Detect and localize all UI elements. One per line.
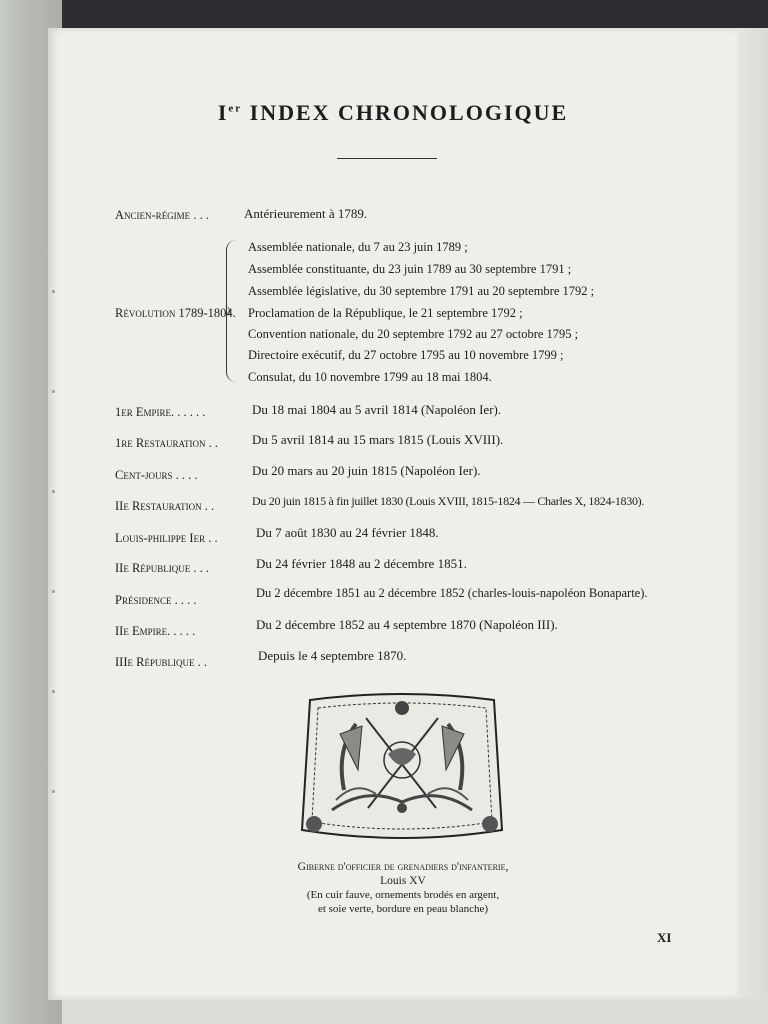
caption-line: Louis XV — [380, 875, 426, 887]
entry-value-second-empire: Du 2 décembre 1852 au 4 septembre 1870 (Napoléon III). — [256, 617, 558, 632]
revolution-line: Assemblée nationale, du 7 au 23 juin 1789 ; — [248, 240, 468, 254]
entry-value-cent-jours: Du 20 mars au 20 juin 1815 (Napoléon Ier). — [252, 463, 481, 478]
entry-label-revolution: Révolution 1789-1804. — [115, 306, 236, 320]
caption-line: et soie verte, bordure en peau blanche) — [317, 903, 489, 915]
entry-value-ancien-regime: Antérieurement à 1789. — [244, 206, 368, 221]
entry-label-second-empire: IIe Empire. . . . . — [115, 624, 196, 638]
title-rule — [337, 158, 437, 159]
entry-label-cent-jours: Cent-jours . . . . — [115, 468, 198, 482]
page-stack-right — [738, 28, 768, 1008]
title-text: INDEX CHRONOLOGIQUE — [249, 100, 569, 125]
entry-value-troisieme-republique: Depuis le 4 septembre 1870. — [258, 648, 407, 663]
entry-value-louis-philippe: Du 7 août 1830 au 24 février 1848. — [256, 525, 439, 540]
entry-label-louis-philippe: Louis-philippe Ier . . — [115, 531, 218, 545]
title-ordinal: I — [217, 100, 229, 125]
revolution-line: Proclamation de la République, le 21 septembre 1792 ; — [248, 306, 523, 320]
entry-label-ancien-regime: Ancien-régime . . . — [115, 208, 209, 222]
revolution-line: Convention nationale, du 20 septembre 1792 au 27 octobre 1795 ; — [248, 327, 579, 341]
binding-stitch — [52, 590, 55, 593]
caption-line: Giberne d'officier de grenadiers d'infanterie, — [297, 861, 509, 873]
entry-value-premiere-restauration: Du 5 avril 1814 au 15 mars 1815 (Louis XVIII). — [252, 432, 504, 447]
entry-label-seconde-restauration: IIe Restauration . . — [115, 499, 215, 513]
binding-stitch — [52, 790, 55, 793]
entry-value-premier-empire: Du 18 mai 1804 au 5 avril 1814 (Napoléon Ier). — [252, 402, 502, 417]
entry-value-seconde-republique: Du 24 février 1848 au 2 décembre 1851. — [256, 556, 467, 571]
entry-label-premiere-restauration: 1re Restauration . . — [115, 436, 218, 450]
book-page — [48, 28, 738, 1000]
binding-stitch — [52, 390, 55, 393]
illustration-note — [280, 888, 526, 916]
caption-line: (En cuir fauve, ornements brodés en argent, — [306, 889, 500, 901]
binding-stitch — [52, 290, 55, 293]
revolution-line: Assemblée législative, du 30 septembre 1791 au 20 septembre 1792 ; — [248, 284, 595, 298]
page-number: XI — [657, 930, 672, 945]
entry-label-troisieme-republique: IIIe République . . — [115, 655, 207, 669]
page-stack-bottom — [62, 998, 768, 1024]
entry-value-seconde-restauration: Du 20 juin 1815 à fin juillet 1830 (Louis XVIII, 1815-1824 — Charles X, 1824-1830). — [252, 494, 645, 508]
revolution-line: Directoire exécutif, du 27 octobre 1795 au 10 novembre 1799 ; — [248, 348, 564, 362]
binding-stitch — [52, 490, 55, 493]
title-ordinal-sup: er — [228, 102, 243, 115]
illustration-caption — [280, 860, 526, 888]
binding-stitch — [52, 690, 55, 693]
entry-label-premier-empire: 1er Empire. . . . . . — [115, 405, 206, 419]
entry-value-presidence: Du 2 décembre 1851 au 2 décembre 1852 (charles-louis-napoléon Bonaparte). — [256, 586, 648, 600]
revolution-line: Assemblée constituante, du 23 juin 1789 au 30 septembre 1791 ; — [248, 262, 572, 276]
entry-label-presidence: Présidence . . . . — [115, 593, 197, 607]
giberne-illustration — [296, 690, 508, 850]
entry-label-seconde-republique: IIe République . . . — [115, 561, 210, 575]
revolution-line: Consulat, du 10 novembre 1799 au 18 mai 1804. — [248, 370, 492, 384]
page-title — [48, 100, 738, 126]
